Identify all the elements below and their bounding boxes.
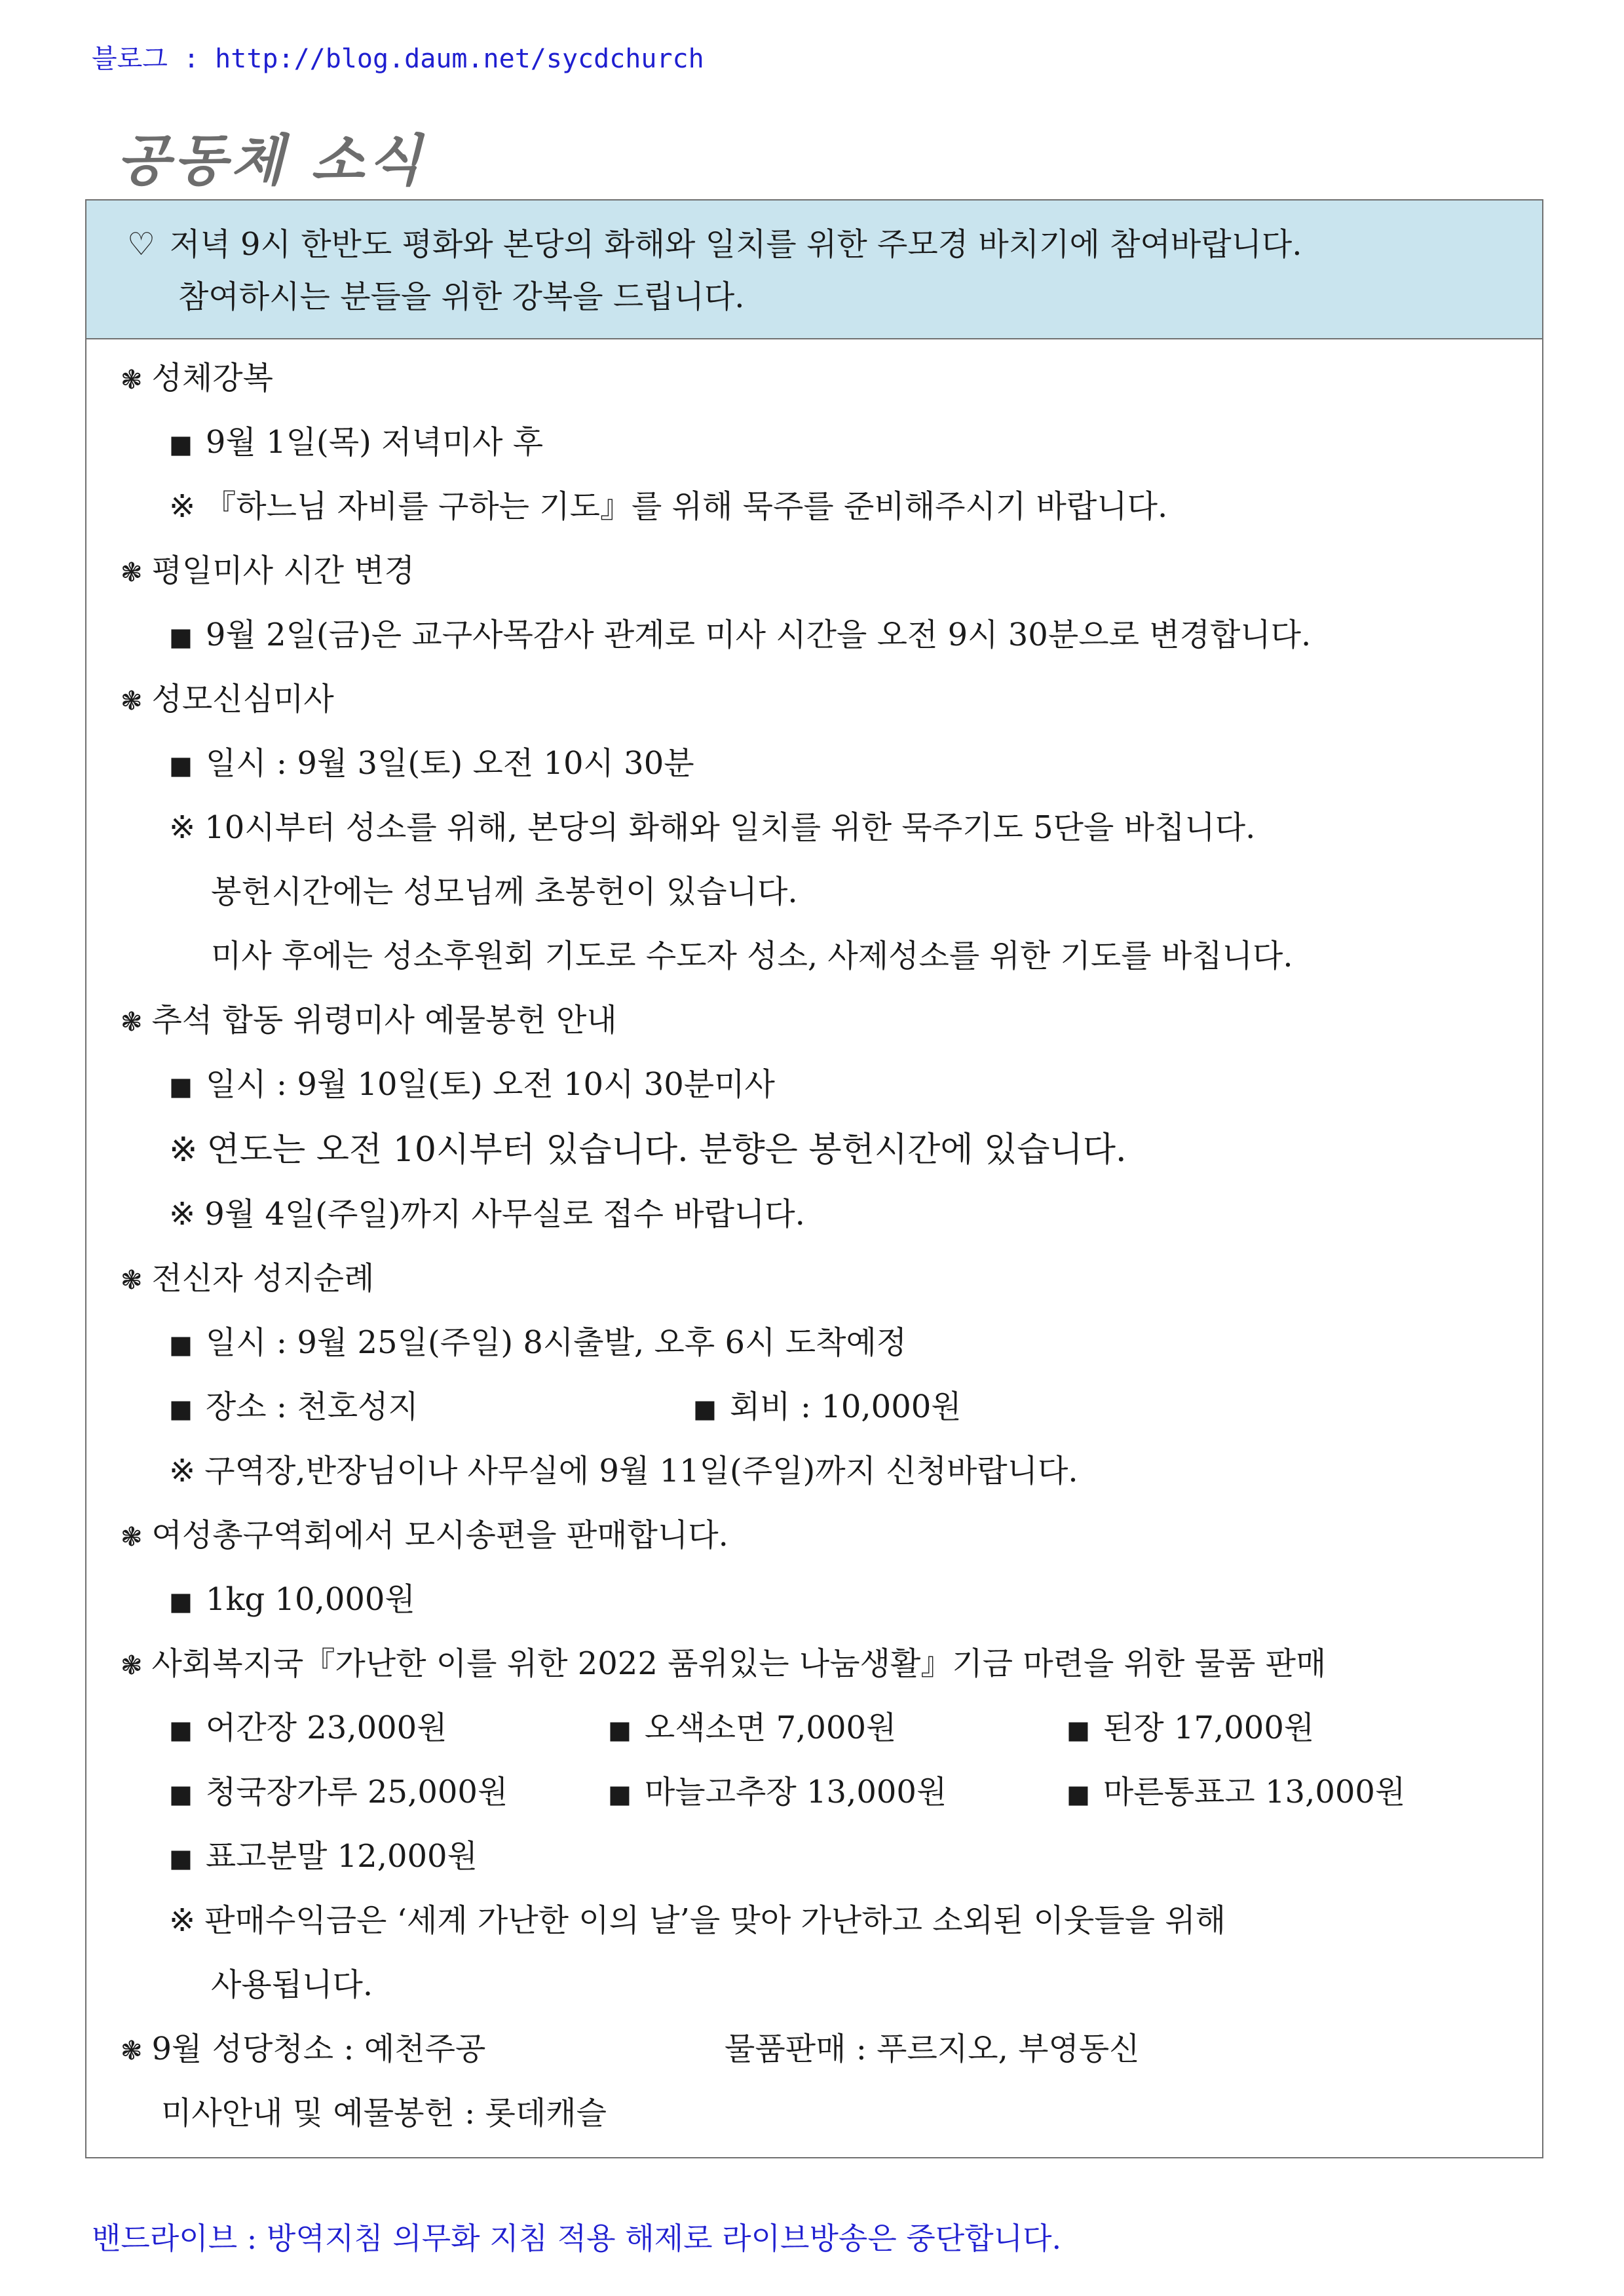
flower-bullet-icon: ❃ [121, 2036, 143, 2066]
section-title: ❃ 추석 합동 위령미사 예물봉헌 안내 [121, 1002, 617, 1039]
section-note: ※ 판매수익금은 ‘세계 가난한 이의 날’을 맞아 가난하고 소외된 이웃들을 위해 [169, 1902, 1226, 1939]
sales-info: 물품판매 : 푸르지오, 부영동신 [725, 2031, 1140, 2067]
product-item: ■ 마늘고추장 13,000원 [608, 1774, 947, 1810]
reference-mark-icon: ※ [169, 488, 196, 525]
section-title: ❃ 9월 성당청소 : 예천주공 물품판매 : 푸르지오, 부영동신 [121, 2023, 1496, 2069]
square-bullet-icon: ■ [1067, 1780, 1090, 1808]
section-line: ■ 장소 : 천호성지 ■ 회비 : 10,000원 [169, 1381, 1217, 1426]
section-title: ❃ 성모신심미사 [121, 681, 334, 718]
header-line-2: 참여하시는 분들을 위한 강복을 드립니다. [178, 278, 745, 315]
section-title: ❃ 사회복지국『가난한 이를 위한 2022 품위있는 나눔생활』기금 마련을 위한 물품 판매 [121, 1645, 1327, 1682]
section-title: ❃ 전신자 성지순례 [121, 1260, 375, 1297]
product-item: ■ 청국장가루 25,000원 [169, 1774, 508, 1810]
flower-bullet-icon: ❃ [121, 1522, 143, 1552]
section-title: ❃ 평일미사 시간 변경 [121, 552, 415, 589]
square-bullet-icon: ■ [169, 622, 193, 651]
section-note: ※ 『하느님 자비를 구하는 기도』를 위해 묵주를 준비해주시기 바랍니다. [169, 488, 1168, 525]
section-line: ■ 9월 2일(금)은 교구사목감사 관계로 미사 시간을 오전 9시 30분으로 변경합니다. [169, 617, 1312, 653]
square-bullet-icon: ■ [169, 1330, 193, 1359]
blog-url-line: 블로그 : http://blog.daum.net/sycdchurch [92, 44, 704, 74]
flower-bullet-icon: ❃ [121, 686, 143, 716]
section-line: ■ 1kg 10,000원 [169, 1581, 415, 1618]
flower-bullet-icon: ❃ [121, 365, 143, 395]
section-note: ※ 연도는 오전 10시부터 있습니다. 분향은 봉헌시간에 있습니다. [169, 1130, 1127, 1170]
square-bullet-icon: ■ [169, 1844, 193, 1873]
section-title: ❃ 성체강복 [121, 360, 273, 396]
header-band [86, 201, 1542, 339]
flower-bullet-icon: ❃ [121, 1651, 143, 1681]
news-box [85, 199, 1543, 2158]
guide-info: 미사안내 및 예물봉헌 : 롯데캐슬 [161, 2095, 607, 2132]
square-bullet-icon: ■ [169, 1715, 193, 1744]
heart-icon: ♡ [127, 226, 156, 263]
section-line: ■ 일시 : 9월 3일(토) 오전 10시 30분 [169, 745, 694, 782]
square-bullet-icon: ■ [608, 1715, 632, 1744]
square-bullet-icon: ■ [169, 1072, 193, 1101]
flower-bullet-icon: ❃ [121, 558, 143, 588]
header-line-1: ♡ 저녁 9시 한반도 평화와 본당의 화해와 일치를 위한 주모경 바치기에 참여바랍니다. [127, 226, 1302, 263]
product-item: ■ 마른통표고 13,000원 [1067, 1774, 1406, 1810]
square-bullet-icon: ■ [169, 1394, 193, 1423]
square-bullet-icon: ■ [169, 430, 193, 459]
product-item: ■ 된장 17,000원 [1067, 1710, 1315, 1746]
section-note-cont: 봉헌시간에는 성모님께 초봉헌이 있습니다. [211, 873, 798, 910]
reference-mark-icon: ※ [169, 809, 196, 846]
product-item: ■ 어간장 23,000원 [169, 1710, 447, 1746]
section-note: ※ 10시부터 성소를 위해, 본당의 화해와 일치를 위한 묵주기도 5단을 바칩니다. [169, 809, 1256, 846]
square-bullet-icon: ■ [693, 1394, 717, 1423]
product-item: ■ 표고분말 12,000원 [169, 1838, 478, 1875]
reference-mark-icon: ※ [169, 1902, 196, 1939]
product-row [169, 1767, 1519, 1812]
reference-mark-icon: ※ [169, 1196, 196, 1233]
section-note-cont: 사용됩니다. [211, 1966, 373, 2003]
reference-mark-icon: ※ [169, 1453, 196, 1489]
page-title: 공동체 소식 [117, 128, 425, 193]
flower-bullet-icon: ❃ [121, 1265, 143, 1295]
section-title: ❃ 여성총구역회에서 모시송편을 판매합니다. [121, 1517, 728, 1554]
section-line: ■ 9월 1일(목) 저녁미사 후 [169, 424, 544, 461]
square-bullet-icon: ■ [1067, 1715, 1090, 1744]
flower-bullet-icon: ❃ [121, 1007, 143, 1037]
square-bullet-icon: ■ [169, 1780, 193, 1808]
section-line: ■ 일시 : 9월 25일(주일) 8시출발, 오후 6시 도착예정 [169, 1324, 907, 1361]
footer-notice: 밴드라이브 : 방역지침 의무화 지침 적용 해제로 라이브방송은 중단합니다. [92, 2221, 1062, 2256]
product-item: ■ 오색소면 7,000원 [608, 1710, 897, 1746]
section-note: ※ 9월 4일(주일)까지 사무실로 접수 바랍니다. [169, 1196, 805, 1233]
square-bullet-icon: ■ [169, 1587, 193, 1616]
square-bullet-icon: ■ [608, 1780, 632, 1808]
product-row [169, 1702, 1519, 1748]
fee-item: ■ 회비 : 10,000원 [693, 1388, 962, 1425]
reference-mark-icon: ※ [169, 1130, 198, 1170]
section-line: ■ 일시 : 9월 10일(토) 오전 10시 30분미사 [169, 1066, 775, 1103]
square-bullet-icon: ■ [169, 751, 193, 780]
section-note-cont: 미사 후에는 성소후원회 기도로 수도자 성소, 사제성소를 위한 기도를 바칩니다. [211, 938, 1293, 974]
section-note: ※ 구역장,반장님이나 사무실에 9월 11일(주일)까지 신청바랍니다. [169, 1453, 1078, 1489]
